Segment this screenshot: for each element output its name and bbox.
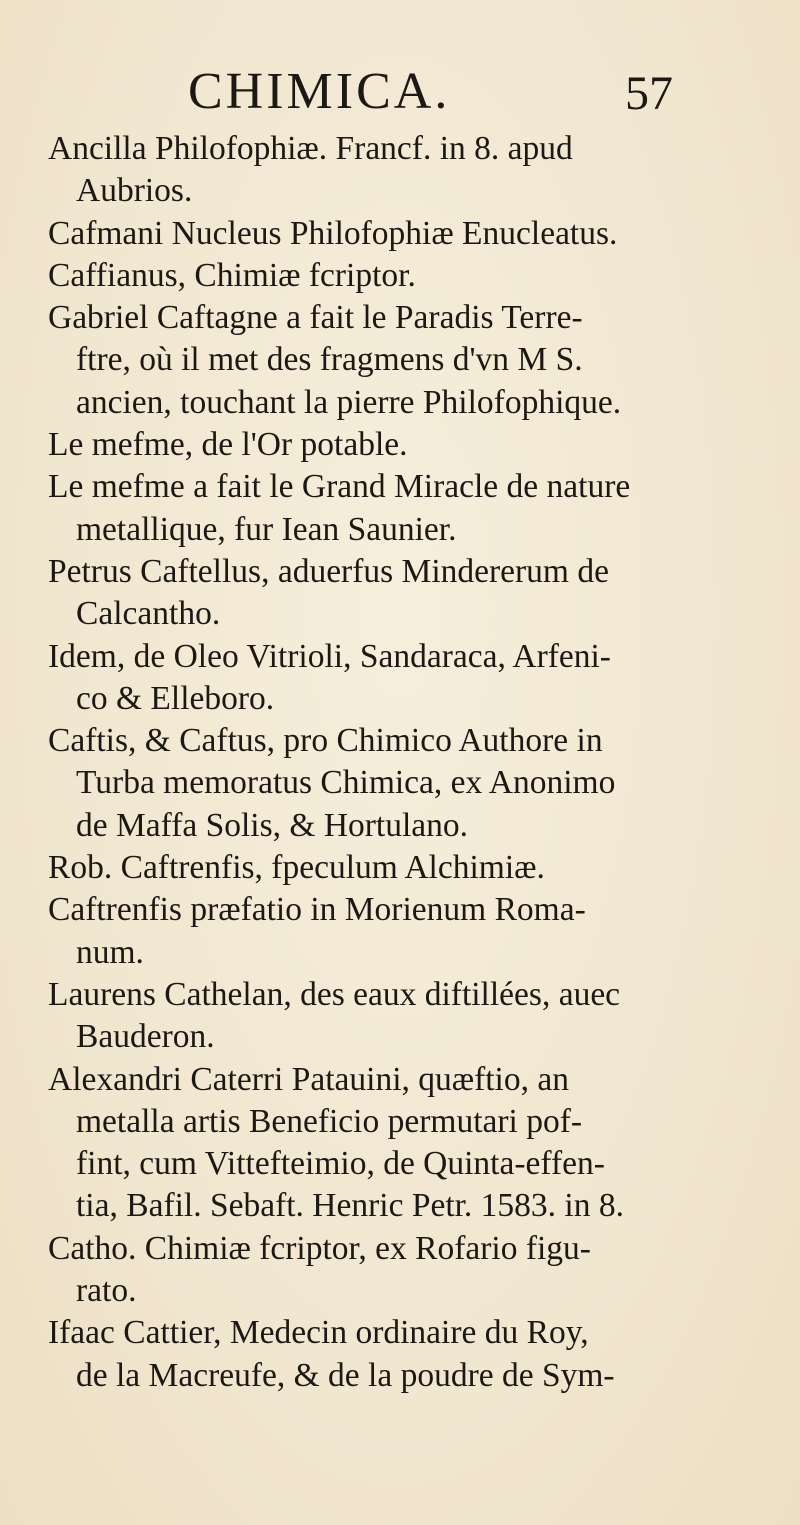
entry-continuation-line: metalla artis Beneficio permutari pof- [76,1102,583,1140]
entry-continuation-line: Calcantho. [76,595,221,633]
entry-first-line: Caftis, & Caftus, pro Chimico Authore in [48,722,603,760]
bibliography-entry [48,847,758,889]
bibliography-entry [48,297,758,424]
entry-continuation-line: fint, cum Vittefteimio, de Quinta-effen- [76,1145,605,1183]
entry-first-line: Caftrenfis præfatio in Morienum Roma- [48,891,586,929]
bibliography-entry [48,128,758,213]
bibliography-entry [48,974,758,1059]
entry-first-line: Le mefme, de l'Or potable. [48,426,408,464]
bibliography-entry [48,424,758,466]
entry-first-line: Gabriel Caftagne a fait le Paradis Terre- [48,299,583,337]
bibliography-entry [48,720,758,847]
entry-first-line: Le mefme a fait le Grand Miracle de nature [48,468,631,506]
bibliography-entry [48,636,758,721]
entry-continuation-line: Turba memoratus Chimica, ex Anonimo [76,764,616,802]
bibliography-entry [48,889,758,974]
entry-first-line: Catho. Chimiæ fcriptor, ex Rofario figu- [48,1229,591,1267]
entry-continuation-line: metallique, fur Iean Saunier. [76,510,457,548]
entry-continuation-line: ancien, touchant la pierre Philofophique. [76,383,622,421]
bibliography-entry [48,213,758,255]
entry-first-line: Cafmani Nucleus Philofophiæ Enucleatus. [48,214,618,252]
bibliography-entry [48,1312,758,1397]
entry-first-line: Petrus Caftellus, aduerfus Mindererum de [48,552,609,590]
entry-continuation-line: num. [76,933,144,971]
entry-first-line: Laurens Cathelan, des eaux diftillées, auec [48,975,621,1013]
entry-continuation-line: ftre, où il met des fragmens d'vn M S. [76,341,583,379]
bibliography-entry [48,466,758,551]
entry-continuation-line: de Maffa Solis, & Hortulano. [76,806,469,844]
page-number: 57 [625,67,673,120]
entry-first-line: Rob. Caftrenfis, fpeculum Alchimiæ. [48,849,545,887]
entry-continuation-line: rato. [76,1272,137,1310]
bibliography-entry [48,551,758,636]
page-header [0,62,800,122]
entry-continuation-line: tia, Bafil. Sebaft. Henric Petr. 1583. in 8. [76,1187,624,1225]
bibliography-entry [48,255,758,297]
entry-continuation-line: Bauderon. [76,1018,215,1056]
bibliography-entries [48,128,758,1397]
entry-first-line: Ancilla Philofophiæ. Francf. in 8. apud [48,130,573,167]
entry-continuation-line: de la Macreufe, & de la poudre de Sym- [76,1356,615,1394]
entry-first-line: Ifaac Cattier, Medecin ordinaire du Roy, [48,1314,589,1352]
bibliography-entry [48,1228,758,1313]
entry-continuation-line: Aubrios. [76,172,193,210]
bibliography-entry [48,1059,758,1228]
entry-first-line: Caffianus, Chimiæ fcriptor. [48,256,416,294]
entry-first-line: Alexandri Caterri Patauini, quæftio, an [48,1060,569,1098]
entry-continuation-line: co & Elleboro. [76,679,275,717]
entry-first-line: Idem, de Oleo Vitrioli, Sandaraca, Arfeni- [48,637,611,675]
running-title: CHIMICA. [188,63,451,120]
